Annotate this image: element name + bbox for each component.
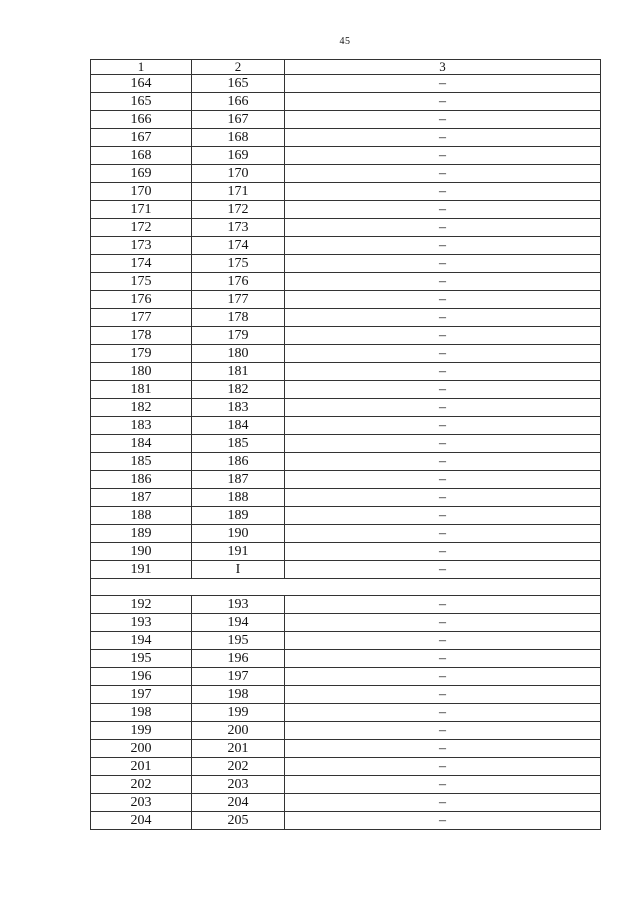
table-cell-col3: – xyxy=(285,794,601,812)
table-cell-col2: 165 xyxy=(192,75,285,93)
table-cell-col3: – xyxy=(285,740,601,758)
table-row xyxy=(91,435,601,453)
table-row xyxy=(91,75,601,93)
table-cell-col1: 164 xyxy=(91,75,192,93)
table-cell-col1: 167 xyxy=(91,129,192,147)
table-cell-col3: – xyxy=(285,776,601,794)
table-cell-col1: 186 xyxy=(91,471,192,489)
table-row xyxy=(91,812,601,830)
table-row xyxy=(91,147,601,165)
table-row xyxy=(91,255,601,273)
table-cell-col2: 172 xyxy=(192,201,285,219)
table-cell-col2: 201 xyxy=(192,740,285,758)
table-cell-col3: – xyxy=(285,201,601,219)
table-row xyxy=(91,614,601,632)
table-cell-col1: 204 xyxy=(91,812,192,830)
table-row xyxy=(91,183,601,201)
table-cell-col2: 184 xyxy=(192,417,285,435)
table-cell-col3: – xyxy=(285,165,601,183)
table-cell-col1: 179 xyxy=(91,345,192,363)
table-cell-col1: 175 xyxy=(91,273,192,291)
table-cell-col3: – xyxy=(285,417,601,435)
table-cell-col3: – xyxy=(285,93,601,111)
table-row xyxy=(91,722,601,740)
table-cell-col3: – xyxy=(285,722,601,740)
table-cell-col3: – xyxy=(285,489,601,507)
table-cell-col1: 188 xyxy=(91,507,192,525)
table-row xyxy=(91,704,601,722)
table-cell-col1: 181 xyxy=(91,381,192,399)
table-cell-col2: 200 xyxy=(192,722,285,740)
table-cell-col1: 166 xyxy=(91,111,192,129)
table-row xyxy=(91,596,601,614)
table-cell-col3: – xyxy=(285,453,601,471)
table-cell-col2: 168 xyxy=(192,129,285,147)
table-row xyxy=(91,525,601,543)
table-cell-col2: 177 xyxy=(192,291,285,309)
table-cell-col2: 181 xyxy=(192,363,285,381)
table-cell-col1: 196 xyxy=(91,668,192,686)
table-cell-col2: 205 xyxy=(192,812,285,830)
table-cell-col2: 176 xyxy=(192,273,285,291)
page-number: 45 xyxy=(339,36,351,47)
table-cell-col3: – xyxy=(285,363,601,381)
table-cell-col1: 174 xyxy=(91,255,192,273)
table-cell-col2: 179 xyxy=(192,327,285,345)
table-cell-col3: – xyxy=(285,327,601,345)
table-body xyxy=(91,60,601,830)
table-cell-col3: – xyxy=(285,273,601,291)
table-cell-col3: – xyxy=(285,255,601,273)
table-cell-col3: – xyxy=(285,812,601,830)
table-cell-col1: 165 xyxy=(91,93,192,111)
table-cell-col2: 171 xyxy=(192,183,285,201)
table-row xyxy=(91,686,601,704)
table-cell-col2: 175 xyxy=(192,255,285,273)
table-cell-col1: 182 xyxy=(91,399,192,417)
table-row xyxy=(91,740,601,758)
table-cell-col3: – xyxy=(285,704,601,722)
table-row xyxy=(91,758,601,776)
table-row xyxy=(91,632,601,650)
table-cell-col1: 178 xyxy=(91,327,192,345)
table-row xyxy=(91,345,601,363)
table-cell-col2: 196 xyxy=(192,650,285,668)
column-header-1: 1 xyxy=(91,60,192,75)
table-cell-col2: 183 xyxy=(192,399,285,417)
table-cell-col1: 172 xyxy=(91,219,192,237)
table-cell-col2: 189 xyxy=(192,507,285,525)
table-cell-col3: – xyxy=(285,381,601,399)
table-cell-col2: 187 xyxy=(192,471,285,489)
table-row xyxy=(91,650,601,668)
table-cell-col2: 180 xyxy=(192,345,285,363)
table-row xyxy=(91,237,601,255)
table-cell-col3: – xyxy=(285,632,601,650)
table-cell-col3: – xyxy=(285,147,601,165)
table-cell-col3: – xyxy=(285,758,601,776)
table-cell-col3: – xyxy=(285,129,601,147)
table-cell-col3: – xyxy=(285,561,601,579)
table-cell-col2: 170 xyxy=(192,165,285,183)
table-cell-col3: – xyxy=(285,291,601,309)
table-cell-col1: 171 xyxy=(91,201,192,219)
table-cell-col3: – xyxy=(285,219,601,237)
table-cell-col2: 191 xyxy=(192,543,285,561)
table-cell-col2: 185 xyxy=(192,435,285,453)
table-cell-col2: 202 xyxy=(192,758,285,776)
table-cell-col2: 188 xyxy=(192,489,285,507)
table-row xyxy=(91,776,601,794)
table-cell-col3: – xyxy=(285,614,601,632)
table-cell-col1: 177 xyxy=(91,309,192,327)
table-cell-col1: 170 xyxy=(91,183,192,201)
table-cell-col2: 199 xyxy=(192,704,285,722)
table-cell-col2: 182 xyxy=(192,381,285,399)
table-cell-col1: 201 xyxy=(91,758,192,776)
table-cell-col1: 180 xyxy=(91,363,192,381)
table-row xyxy=(91,111,601,129)
table-cell-col2: 178 xyxy=(192,309,285,327)
table-row xyxy=(91,399,601,417)
table-cell-col3: – xyxy=(285,435,601,453)
table-cell-col1: 191 xyxy=(91,561,192,579)
table-cell-col1: 189 xyxy=(91,525,192,543)
table-cell-col3: – xyxy=(285,471,601,489)
table-cell-col1: 176 xyxy=(91,291,192,309)
table-cell-col1: 184 xyxy=(91,435,192,453)
table-cell-col1: 197 xyxy=(91,686,192,704)
data-table xyxy=(90,59,601,830)
table-cell-col1: 202 xyxy=(91,776,192,794)
table-cell-col3: – xyxy=(285,183,601,201)
table-row xyxy=(91,93,601,111)
table-cell-col1: 187 xyxy=(91,489,192,507)
table-cell-col1: 195 xyxy=(91,650,192,668)
table-cell-col1: 190 xyxy=(91,543,192,561)
table-cell-col3: – xyxy=(285,237,601,255)
table-cell-col2: 204 xyxy=(192,794,285,812)
table-cell-col2: 167 xyxy=(192,111,285,129)
table-header-row xyxy=(91,60,601,75)
table-cell-col1: 193 xyxy=(91,614,192,632)
table-cell-col3: – xyxy=(285,345,601,363)
table-row xyxy=(91,219,601,237)
table-row xyxy=(91,471,601,489)
section-divider-cell xyxy=(91,579,601,596)
table-cell-col3: – xyxy=(285,596,601,614)
table-cell-col3: – xyxy=(285,525,601,543)
table-cell-col2: 197 xyxy=(192,668,285,686)
table-cell-col1: 200 xyxy=(91,740,192,758)
table-cell-col1: 194 xyxy=(91,632,192,650)
table-row xyxy=(91,507,601,525)
table-cell-col2: 198 xyxy=(192,686,285,704)
table-cell-col3: – xyxy=(285,650,601,668)
table-row xyxy=(91,201,601,219)
table-row xyxy=(91,273,601,291)
table-cell-col3: – xyxy=(285,309,601,327)
table-cell-col2: I xyxy=(192,561,285,579)
table-row xyxy=(91,561,601,579)
table-cell-col1: 173 xyxy=(91,237,192,255)
table-row xyxy=(91,363,601,381)
table-cell-col3: – xyxy=(285,111,601,129)
column-header-3: 3 xyxy=(285,60,601,75)
table-row xyxy=(91,453,601,471)
table-row xyxy=(91,794,601,812)
table-cell-col3: – xyxy=(285,668,601,686)
table-cell-col3: – xyxy=(285,507,601,525)
table-cell-col1: 199 xyxy=(91,722,192,740)
table-cell-col2: 203 xyxy=(192,776,285,794)
table-cell-col1: 169 xyxy=(91,165,192,183)
table-row xyxy=(91,327,601,345)
table-row xyxy=(91,381,601,399)
table-cell-col2: 190 xyxy=(192,525,285,543)
table-cell-col1: 198 xyxy=(91,704,192,722)
table-cell-col2: 194 xyxy=(192,614,285,632)
table-cell-col1: 203 xyxy=(91,794,192,812)
table-row xyxy=(91,417,601,435)
table-cell-col2: 195 xyxy=(192,632,285,650)
table-cell-col2: 174 xyxy=(192,237,285,255)
table-row xyxy=(91,165,601,183)
table-cell-col1: 185 xyxy=(91,453,192,471)
table-section-divider xyxy=(91,579,601,596)
table-cell-col3: – xyxy=(285,75,601,93)
table-row xyxy=(91,291,601,309)
table-row xyxy=(91,309,601,327)
table-cell-col3: – xyxy=(285,686,601,704)
table-cell-col1: 192 xyxy=(91,596,192,614)
table-cell-col3: – xyxy=(285,399,601,417)
table-cell-col1: 168 xyxy=(91,147,192,165)
column-header-2: 2 xyxy=(192,60,285,75)
table-row xyxy=(91,489,601,507)
table-cell-col2: 173 xyxy=(192,219,285,237)
table-cell-col2: 166 xyxy=(192,93,285,111)
table-row xyxy=(91,543,601,561)
table-cell-col3: – xyxy=(285,543,601,561)
table-cell-col2: 193 xyxy=(192,596,285,614)
table-cell-col2: 186 xyxy=(192,453,285,471)
table-cell-col2: 169 xyxy=(192,147,285,165)
table-row xyxy=(91,129,601,147)
table-cell-col1: 183 xyxy=(91,417,192,435)
table-row xyxy=(91,668,601,686)
